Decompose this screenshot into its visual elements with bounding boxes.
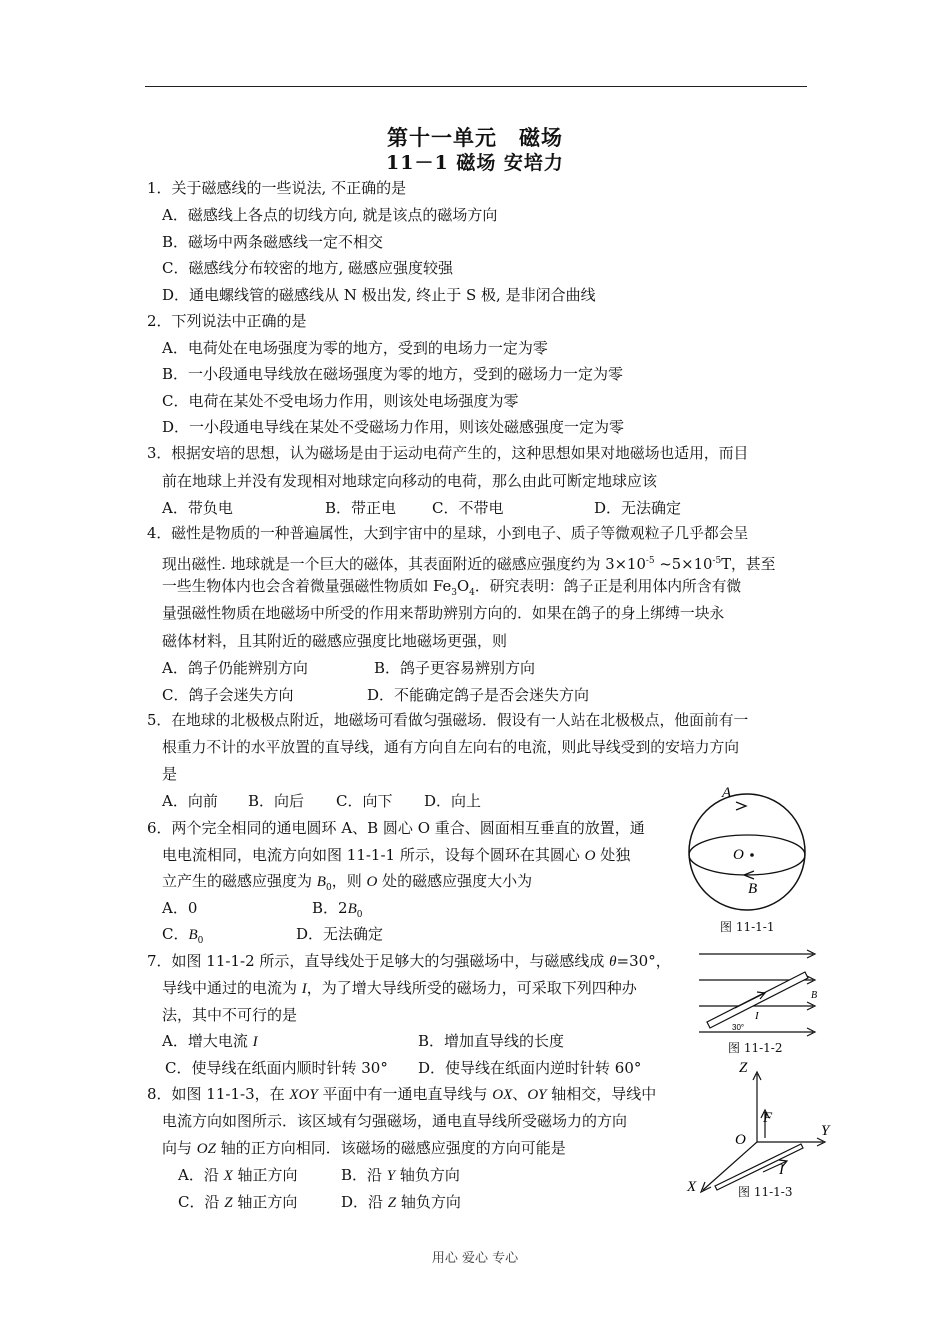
figure-11-1-2-wire-field [695,946,825,1038]
q4-line-3: 一些生物体内也会含着微量强磁性物质如 $Fe_3O_4$．研究表明：鸽子正是利用体内所含有微 [162,578,742,598]
q6-option-b: B．$2B_0$ [312,899,363,920]
q4-option-c: C．鸽子会迷失方向 [162,686,294,704]
q7-line-2: 导线中通过的电流为 I，为了增大导线所受的磁场力，可采取下列四种办 [162,979,637,997]
q7-option-a: A．增大电流 I [162,1032,258,1050]
header-rule [145,86,807,87]
q8-line-3: 向与 OZ 轴的正方向相同．该磁场的磁感应强度的方向可能是 [162,1139,566,1157]
fig3-label-z: Z [739,1060,748,1076]
q7-option-b: B．增加直导线的长度 [418,1032,565,1050]
q4-option-d: D．不能确定鸽子是否会迷失方向 [367,686,590,704]
q1-option-c: C．磁感线分布较密的地方, 磁感应强度较强 [162,259,454,277]
q5-option-c: C．向下 [336,792,393,810]
q7-option-c: C．使导线在纸面内顺时针转 30° [165,1059,388,1077]
fig1-label-a: A [722,785,732,801]
q6-line-1: 6．两个完全相同的通电圆环 A、B 圆心 O 重合、圆面相互垂直的放置，通 [147,819,645,837]
q4-line-2: 现出磁性. 地球就是一个巨大的磁体，其表面附近的磁感应强度约为 $3\times 10^{-5}$ $\sim 5\times 10^{-5}T$，甚至 [162,555,776,573]
fig3-label-o: O [735,1132,746,1148]
q7-line-1: 7．如图 11-1-2 所示，直导线处于足够大的匀强磁场中，与磁感线成 θ=30°， [147,952,671,970]
q4-line-1: 4．磁性是物质的一种普遍属性，大到宇宙中的星球，小到电子、质子等微观粒子几乎都会呈 [147,525,749,542]
q5-option-b: B．向后 [248,792,305,810]
figure-11-1-3-axes [683,1060,833,1200]
q4-option-a: A．鸽子仍能辨别方向 [162,659,308,677]
q8-option-c: C．沿 Z 轴正方向 [178,1193,298,1211]
q1-option-d: D．通电螺线管的磁感线从 N 极出发, 终止于 S 极, 是非闭合曲线 [162,286,596,304]
figure-11-1-1-rings [684,780,814,915]
fig3-caption: 图 11-1-3 [738,1185,793,1199]
q3-option-c: C．不带电 [432,499,504,517]
q6-option-c: C．$B_0$ [162,925,204,946]
q8-line-2: 电流方向如图所示．该区域有匀强磁场，通电直导线所受磁场力的方向 [162,1112,628,1130]
fig1-label-o: O [733,847,744,863]
q7-line-3: 法，其中不可行的是 [162,1006,298,1024]
fig1-label-b: B [748,881,758,897]
section-title: 11－1 磁场 安培力 [386,152,564,174]
q6-line-2: 电电流相同，电流方向如图 11-1-1 所示，设每个圆环在其圆心 O 处独 [162,846,631,864]
q2-stem: 2．下列说法中正确的是 [147,312,307,330]
q3-option-a: A．带负电 [162,499,233,517]
q5-option-a: A．向前 [162,792,218,810]
fig3-label-f: F [763,1110,773,1126]
page-footer: 用心 爱心 专心 [431,1251,519,1266]
fig3-label-x: X [687,1179,697,1195]
q4-option-b: B．鸽子更容易辨别方向 [374,659,536,677]
q4-line-5: 磁体材料，且其附近的磁感应强度比地磁场更强，则 [162,632,508,650]
q2-option-c: C．电荷在某处不受电场力作用，则该处电场强度为零 [162,392,519,410]
q8-option-a: A．沿 X 轴正方向 [178,1166,298,1184]
fig3-label-i: I [779,1162,784,1178]
q2-option-d: D．一小段通电导线在某处不受磁场力作用，则该处磁感强度一定为零 [162,418,625,436]
q1-option-b: B．磁场中两条磁感线一定不相交 [162,233,384,251]
q3-line-2: 前在地球上并没有发现相对地球定向移动的电荷，那么由此可断定地球应该 [162,472,658,490]
q3-option-d: D．无法确定 [594,499,682,517]
q1-stem: 1．关于磁感线的一些说法, 不正确的是 [147,179,407,197]
q8-option-d: D．沿 Z 轴负方向 [341,1193,461,1211]
q5-option-d: D．向上 [424,792,482,810]
q6-option-d: D．无法确定 [296,925,384,943]
q5-line-1: 5．在地球的北极极点附近，地磁场可看做匀强磁场．假设有一人站在北极极点，他面前有一 [147,712,749,729]
q4-line-4: 量强磁性物质在地磁场中所受的作用来帮助辨别方向的．如果在鸽子的身上绑缚一块永 [162,605,725,622]
page-title: 第十一单元 磁场 [387,125,563,150]
q8-option-b: B．沿 Y 轴负方向 [341,1166,460,1184]
q1-option-a: A．磁感线上各点的切线方向, 就是该点的磁场方向 [162,206,498,224]
fig2-label-b: B [811,990,818,1001]
q5-line-2: 根重力不计的水平放置的直导线，通有方向自左向右的电流，则此导线受到的安培力方向 [162,739,740,756]
q2-option-b: B．一小段通电导线放在磁场强度为零的地方，受到的磁场力一定为零 [162,365,624,383]
q2-option-a: A．电荷处在电场强度为零的地方，受到的电场力一定为零 [162,339,548,357]
q3-line-1: 3．根据安培的思想，认为磁场是由于运动电荷产生的，这种思想如果对地磁场也适用，而目 [147,445,749,462]
fig2-angle: 30° [732,1023,745,1032]
q3-option-b: B．带正电 [325,499,397,517]
fig2-label-i: I [755,1010,759,1022]
fig3-label-y: Y [821,1123,830,1139]
q5-line-3: 是 [162,765,178,783]
q6-line-3: 立产生的磁感应强度为 $B_0$，则 O 处的磁感应强度大小为 [162,872,533,893]
q6-option-a: A．0 [162,899,198,917]
fig1-caption: 图 11-1-1 [720,920,775,934]
fig2-caption: 图 11-1-2 [728,1041,783,1055]
q8-line-1: 8．如图 11-1-3，在 XOY 平面中有一通电直导线与 OX、OY 轴相交，导线中 [147,1085,657,1103]
q7-option-d: D．使导线在纸面内逆时针转 60° [418,1059,642,1077]
